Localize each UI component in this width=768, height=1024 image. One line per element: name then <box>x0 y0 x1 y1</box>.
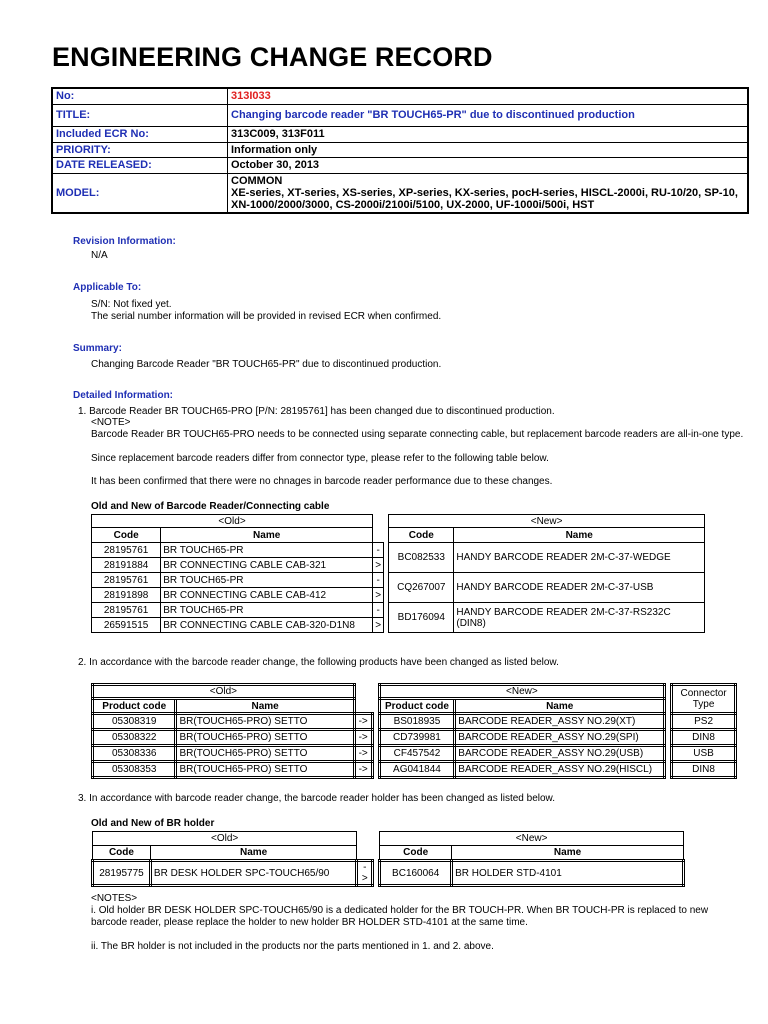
table3-old-header: <Old> <box>93 832 357 846</box>
table-cell: BR DESK HOLDER SPC-TOUCH65/90 <box>150 861 356 886</box>
model-line1: COMMON <box>231 174 283 187</box>
table3-col-code: Code <box>93 846 151 861</box>
table-cell: BS018935 <box>379 714 455 730</box>
table3-col-name-new: Name <box>452 846 684 861</box>
arrow-cell: -> <box>354 730 372 746</box>
table-cell: DIN8 <box>672 730 736 746</box>
table3-col-name: Name <box>150 846 356 861</box>
table-row <box>93 714 736 730</box>
table-row <box>93 762 736 778</box>
no-value: 313I033 <box>228 88 749 104</box>
detailed-item2: 2. In accordance with the barcode reader change, the following products have been changed as listed below. <box>78 657 559 668</box>
table-row <box>93 746 736 762</box>
table3-col-code-new: Code <box>380 846 452 861</box>
ecr-label: Included ECR No: <box>52 126 228 142</box>
table-cell: 05308322 <box>93 730 176 746</box>
table-cell: BR TOUCH65-PR <box>161 573 373 588</box>
notes-ii: ii. The BR holder is not included in the products nor the parts mentioned in 1. and 2. above. <box>91 941 494 952</box>
revision-text: N/A <box>91 250 108 261</box>
table1-col-code: Code <box>92 528 161 543</box>
arrow-cell: -> <box>357 861 373 886</box>
revision-label: Revision Information: <box>73 236 176 247</box>
detailed-label: Detailed Information: <box>73 390 174 401</box>
table2-col-name-new: Name <box>455 699 665 714</box>
table-cell: DIN8 <box>672 762 736 778</box>
table-cell: BARCODE READER_ASSY NO.29(XT) <box>455 714 665 730</box>
model-value <box>228 173 749 213</box>
table-cell: BR TOUCH65-PR <box>161 543 373 558</box>
ecr-value: 313C009, 313F011 <box>228 126 749 142</box>
notes-i: i. Old holder BR DESK HOLDER SPC-TOUCH65/90 is a dedicated holder for the BR TOUCH-PR. When BR TOUCH-PR is replaced to new barcode reader, please replace the holder to new holder BR HOLDER STD-4101 at the same time. <box>91 905 709 928</box>
note-text: Barcode Reader BR TOUCH65-PRO needs to be connected using separate connecting cable, but replacement barcode readers are all-in-one type. <box>91 429 744 440</box>
arrow-cell: -> <box>354 746 372 762</box>
table2-new-header: <New> <box>379 685 665 699</box>
table-cell: BR HOLDER STD-4101 <box>452 861 684 886</box>
table-cell: 05308353 <box>93 762 176 778</box>
table2 <box>91 683 737 779</box>
table-cell: BC082533 <box>389 543 454 573</box>
header-box <box>51 87 749 214</box>
arrow-top: - <box>373 573 384 588</box>
detailed-item3: 3. In accordance with barcode reader change, the barcode reader holder has been changed as listed below. <box>78 793 555 804</box>
table-cell: 05308336 <box>93 746 176 762</box>
table-cell: 05308319 <box>93 714 176 730</box>
table-row <box>93 861 684 886</box>
table-row <box>93 730 736 746</box>
arrow-cell: -> <box>354 714 372 730</box>
table-cell: CQ267007 <box>389 573 454 603</box>
table-cell: HANDY BARCODE READER 2M-C-37-WEDGE <box>454 543 705 573</box>
table-cell: AG041844 <box>379 762 455 778</box>
table-cell: 28191884 <box>92 558 161 573</box>
title-label: TITLE: <box>52 104 228 126</box>
page-title: ENGINEERING CHANGE RECORD <box>52 42 493 72</box>
detailed-item1: 1. Barcode Reader BR TOUCH65-PRO [P/N: 28195761] has been changed due to discontinued production. <box>78 406 555 417</box>
table1-col-name: Name <box>161 528 373 543</box>
table-cell: CF457542 <box>379 746 455 762</box>
table1-new-header: <New> <box>389 515 705 528</box>
priority-label: PRIORITY: <box>52 142 228 157</box>
table1-col-name-new: Name <box>454 528 705 543</box>
table-cell: BR CONNECTING CABLE CAB-320-D1N8 <box>161 618 373 633</box>
table3-new-header: <New> <box>380 832 684 846</box>
table-cell: 28195761 <box>92 603 161 618</box>
table1 <box>91 514 705 633</box>
arrow-bottom: > <box>373 618 384 633</box>
table-cell: BR(TOUCH65-PRO) SETTO <box>176 746 354 762</box>
table-cell: BC160064 <box>380 861 452 886</box>
table-cell: BR CONNECTING CABLE CAB-412 <box>161 588 373 603</box>
table3-caption: Old and New of BR holder <box>91 818 215 829</box>
table-cell: BR(TOUCH65-PRO) SETTO <box>176 714 354 730</box>
table-cell: 28195761 <box>92 543 161 558</box>
applicable-label: Applicable To: <box>73 282 142 293</box>
table1-old-header: <Old> <box>92 515 373 528</box>
table-cell: BARCODE READER_ASSY NO.29(HISCL) <box>455 762 665 778</box>
table-cell: 26591515 <box>92 618 161 633</box>
arrow-bottom: > <box>373 588 384 603</box>
table-cell: BARCODE READER_ASSY NO.29(SPI) <box>455 730 665 746</box>
table-cell: CD739981 <box>379 730 455 746</box>
table2-old-header: <Old> <box>93 685 355 699</box>
table-cell: USB <box>672 746 736 762</box>
no-label: No: <box>52 88 228 104</box>
arrow-cell: -> <box>354 762 372 778</box>
summary-label: Summary: <box>73 343 122 354</box>
table2-col-pcode: Product code <box>93 699 176 714</box>
summary-text: Changing Barcode Reader "BR TOUCH65-PR" due to discontinued production. <box>91 359 442 370</box>
table-cell: BARCODE READER_ASSY NO.29(USB) <box>455 746 665 762</box>
table2-col-name: Name <box>176 699 354 714</box>
table-cell: BD176094 <box>389 603 454 633</box>
note-open: <NOTE> <box>91 417 131 428</box>
date-label: DATE RELEASED: <box>52 157 228 173</box>
date-value: October 30, 2013 <box>228 157 749 173</box>
note-text2: Since replacement barcode readers differ from connector type, please refer to the following table below. <box>91 453 549 464</box>
table2-connector-header: Connector Type <box>672 685 736 714</box>
table-cell: BR(TOUCH65-PRO) SETTO <box>176 730 354 746</box>
model-label: MODEL: <box>52 173 228 213</box>
table-cell: BR(TOUCH65-PRO) SETTO <box>176 762 354 778</box>
arrow-top: - <box>373 603 384 618</box>
table1-col-code-new: Code <box>389 528 454 543</box>
table-cell: BR CONNECTING CABLE CAB-321 <box>161 558 373 573</box>
table3 <box>91 831 685 887</box>
model-line2: XE-series, XT-series, XS-series, XP-series, KX-series, pocH-series, HISCL-2000i, RU-10/20, SP-10, XN-1000/2000/3000, CS-2000i/2100i/5100, UX-2000, UF-1000i/500i, HST <box>231 186 738 211</box>
priority-value: Information only <box>228 142 749 157</box>
applicable-line2: The serial number information will be provided in revised ECR when confirmed. <box>91 311 442 322</box>
table1-caption: Old and New of Barcode Reader/Connecting cable <box>91 501 330 512</box>
table2-col-pcode-new: Product code <box>379 699 455 714</box>
title-value: Changing barcode reader "BR TOUCH65-PR" due to discontinued production <box>228 104 749 126</box>
table-cell: PS2 <box>672 714 736 730</box>
arrow-bottom: > <box>373 558 384 573</box>
table-cell: BR TOUCH65-PR <box>161 603 373 618</box>
table-cell: HANDY BARCODE READER 2M-C-37-RS232C (DIN8) <box>454 603 705 633</box>
arrow-top: - <box>373 543 384 558</box>
table-cell: 28195761 <box>92 573 161 588</box>
applicable-line1: S/N: Not fixed yet. <box>91 299 172 310</box>
table-cell: 28191898 <box>92 588 161 603</box>
table-cell: 28195775 <box>93 861 151 886</box>
table-cell: HANDY BARCODE READER 2M-C-37-USB <box>454 573 705 603</box>
notes-open: <NOTES> <box>91 893 138 904</box>
confirm-text: It has been confirmed that there were no chnages in barcode reader performance due to these changes. <box>91 476 553 487</box>
